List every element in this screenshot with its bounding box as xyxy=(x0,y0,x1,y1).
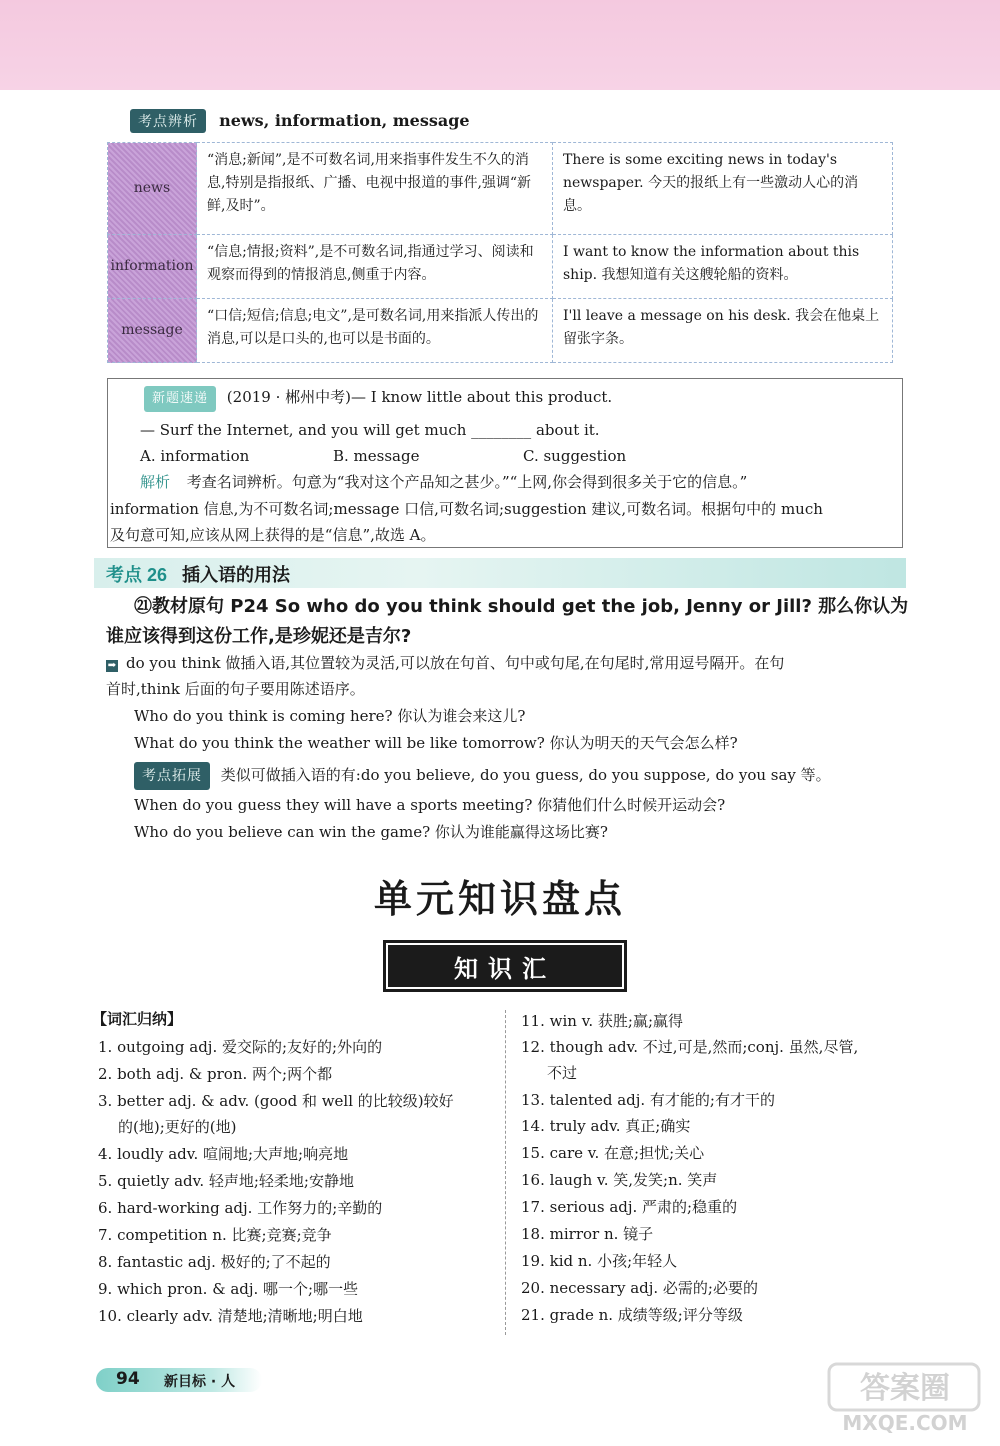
list-item: 10. clearly adv. 清楚地;清晰地;明白地 xyxy=(98,1307,363,1325)
topic-26-bar xyxy=(94,558,906,588)
vocab-heading: 【词汇归纳】 xyxy=(92,1010,183,1028)
list-item: 20. necessary adj. 必需的;必要的 xyxy=(521,1279,758,1297)
watermark-text-1: 答案圈 xyxy=(860,1371,950,1406)
unit-summary-title: 单元知识盘点 xyxy=(373,877,626,921)
option-b: B. message xyxy=(333,447,420,465)
book-name: 新目标 · 人 xyxy=(164,1374,236,1390)
table-row xyxy=(108,235,893,299)
example-sentence-1: Who do you think is coming here? 你认为谁会来这儿? xyxy=(134,707,526,725)
example-cell: I want to know the information about this ship. 我想知道有关这艘轮船的资料。 xyxy=(553,235,893,299)
new-question-badge: 新题速递 xyxy=(144,386,216,412)
description-cell: “口信;短信;信息;电文”,是可数名词,用来指派人传出的消息,可以是口头的,也可以是书面的。 xyxy=(197,299,553,363)
extend-example-2: Who do you believe can win the game? 你认为谁能赢得这场比赛? xyxy=(134,823,608,841)
source-sentence-line-2: 谁应该得到这份工作,是珍妮还是吉尔? xyxy=(106,626,412,647)
question-line-2: — Surf the Internet, and you will get much ________ about it. xyxy=(140,421,600,439)
top-color-band xyxy=(0,0,1000,90)
word-comparison-table xyxy=(107,142,893,363)
list-item: 5. quietly adv. 轻声地;轻柔地;安静地 xyxy=(98,1172,354,1190)
extend-line xyxy=(134,762,831,790)
analysis-line-3: 及句意可知,应该从网上获得的是“信息”,故选 A。 xyxy=(110,526,436,544)
extend-example-1: When do you guess they will have a sports meeting? 你猜他们什么时候开运动会? xyxy=(134,796,726,814)
option-a: A. information xyxy=(140,447,250,465)
list-item: 1. outgoing adj. 爱交际的;友好的;外向的 xyxy=(98,1038,383,1056)
compared-words: news, information, message xyxy=(219,111,470,130)
list-item: 8. fantastic adj. 极好的;了不起的 xyxy=(98,1253,331,1271)
list-item: 16. laugh v. 笑,发笑;n. 笑声 xyxy=(521,1171,718,1189)
list-item: 4. loudly adv. 喧闹地;大声地;响亮地 xyxy=(98,1145,349,1163)
list-item: 17. serious adj. 严肃的;稳重的 xyxy=(521,1198,738,1216)
topic-number: 考点 26 xyxy=(106,565,168,585)
watermark-icon xyxy=(825,1358,985,1436)
source-sentence-line-1: ㉑教材原句 P24 So who do you think should get the job, Jenny or Jill? 那么你认为 xyxy=(134,596,909,617)
word-cell: information xyxy=(108,235,197,299)
list-item: 9. which pron. & adj. 哪一个;哪一些 xyxy=(98,1280,359,1298)
topic-26-heading xyxy=(106,561,290,587)
example-cell: I'll leave a message on his desk. 我会在他桌上留张字条。 xyxy=(553,299,893,363)
description-cell: “信息;情报;资料”,是不可数名词,指通过学习、阅读和观察而得到的情报消息,侧重于内容。 xyxy=(197,235,553,299)
topic-title: 插入语的用法 xyxy=(182,565,291,585)
watermark-text-2: MXQE.COM xyxy=(842,1411,968,1435)
list-item: 不过 xyxy=(547,1064,578,1082)
word-cell: message xyxy=(108,299,197,363)
table-row xyxy=(108,299,893,363)
list-item: 2. both adj. & pron. 两个;两个都 xyxy=(98,1065,333,1083)
list-item: 14. truly adv. 真正;确实 xyxy=(521,1117,691,1135)
option-c: C. suggestion xyxy=(523,447,627,465)
explain-line-2: 首时,think 后面的句子要用陈述语序。 xyxy=(106,680,365,698)
list-item: 7. competition n. 比赛;竞赛;竞争 xyxy=(98,1226,332,1244)
analysis-line-2: information 信息,为不可数名词;message 口信,可数名词;suggestion 建议,可数名词。根据句中的 much xyxy=(110,500,823,518)
knowledge-box xyxy=(383,940,627,992)
description-cell: “消息;新闻”,是不可数名词,用来指事件发生不久的消息,特别是指报纸、广播、电视中报道的事件,强调“新鲜,及时”。 xyxy=(197,143,553,235)
extend-text: 类似可做插入语的有:do you believe, do you guess, do you suppose, do you say 等。 xyxy=(220,766,831,784)
list-item: 15. care v. 在意;担忧;关心 xyxy=(521,1144,705,1162)
page-number: 94 xyxy=(116,1369,140,1389)
explain-text-1: do you think 做插入语,其位置较为灵活,可以放在句首、句中或句尾,在句尾时,常用逗号隔开。在句 xyxy=(126,654,785,672)
column-divider xyxy=(505,1010,506,1335)
explain-marker-icon: ➡ xyxy=(107,660,117,671)
example-cell: There is some exciting news in today's newspaper. 今天的报纸上有一些激动人心的消息。 xyxy=(553,143,893,235)
list-item: 13. talented adj. 有才能的;有才干的 xyxy=(521,1091,775,1109)
question-line-1: (2019 · 郴州中考)— I know little about this product. xyxy=(226,388,613,406)
analysis-line-1: 考查名词辨析。句意为“我对这个产品知之甚少。”“上网,你会得到很多关于它的信息。” xyxy=(186,473,748,491)
watermark-logo xyxy=(825,1358,985,1436)
explain-line-1 xyxy=(106,651,784,675)
section-header xyxy=(130,109,470,133)
exercise-box xyxy=(107,378,903,548)
word-cell: news xyxy=(108,143,197,235)
list-item: 18. mirror n. 镜子 xyxy=(521,1225,654,1243)
extend-badge: 考点拓展 xyxy=(134,762,210,790)
list-item: 21. grade n. 成绩等级;评分等级 xyxy=(521,1306,743,1324)
list-item: 的(地);更好的(地) xyxy=(118,1118,237,1136)
table-row xyxy=(108,143,893,235)
list-item: 3. better adj. & adv. (good 和 well 的比较级)较好 xyxy=(98,1092,454,1110)
list-item: 19. kid n. 小孩;年轻人 xyxy=(521,1252,678,1270)
analysis-badge: 考点辨析 xyxy=(130,109,206,133)
page-footer xyxy=(96,1368,262,1392)
list-item: 6. hard-working adj. 工作努力的;辛勤的 xyxy=(98,1199,383,1217)
example-sentence-2: What do you think the weather will be like tomorrow? 你认为明天的天气会怎么样? xyxy=(134,734,738,752)
list-item: 11. win v. 获胜;赢;赢得 xyxy=(521,1012,684,1030)
knowledge-box-title: 知识汇 xyxy=(454,955,556,983)
analysis-label: 解析 xyxy=(140,473,171,491)
list-item: 12. though adv. 不过,可是,然而;conj. 虽然,尽管, xyxy=(521,1038,859,1056)
